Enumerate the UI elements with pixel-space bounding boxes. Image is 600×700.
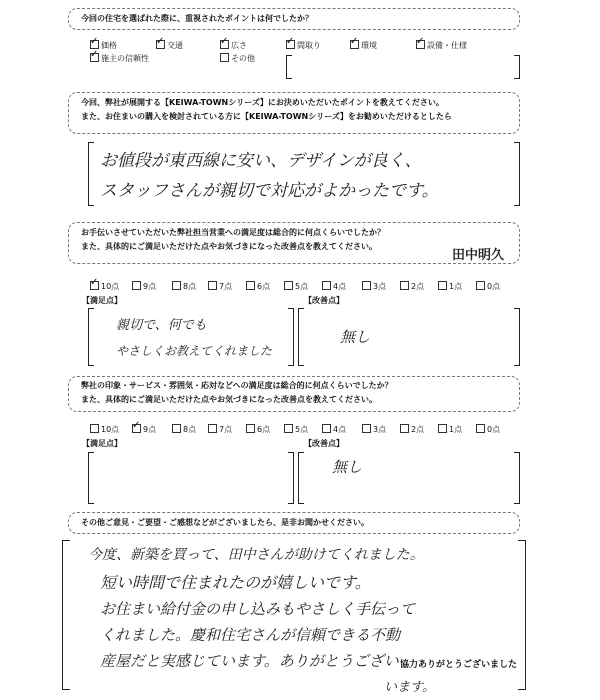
checkbox-icon[interactable] [322,281,331,290]
option-label: 広さ [231,41,247,50]
checkbox-icon[interactable] [476,424,485,433]
score-2点[interactable] [400,281,424,292]
option-label: 8点 [183,282,197,291]
option-label: 4点 [333,425,347,434]
printed-thanks: 協力ありがとうございました [400,660,518,670]
improve-points-label-3: 【改善点】 [304,296,344,305]
score-6点[interactable] [246,281,270,292]
checkbox-icon[interactable] [362,424,371,433]
score-9点[interactable] [132,281,156,292]
improve-4-bracket-left [298,452,304,504]
score-1点[interactable] [438,424,462,435]
score-10点[interactable] [90,281,119,292]
question-2-line-1: 今回、弊社が展開する【KEIWA-TOWNシリーズ】にお決めいただいたポイントを教えてください。 [81,98,444,107]
option-label: 0点 [487,425,501,434]
checkbox-icon[interactable] [322,424,331,433]
option-label: 7点 [219,425,233,434]
score-0点[interactable] [476,281,500,292]
checkbox-icon[interactable] [246,424,255,433]
checkbox-icon[interactable] [156,40,165,49]
answer-2-line-1: お値段が東西線に安い、デザインが良く、 [100,151,422,171]
option-6[interactable] [416,40,467,51]
option-label: 3点 [373,282,387,291]
score-1点[interactable] [438,281,462,292]
answer-5-line-4: くれました。慶和住宅さんが信頼できる不動 [100,626,401,644]
checkbox-icon[interactable] [438,424,447,433]
question-3-line-1: お手伝いさせていただいた弊社担当営業への満足度は総合的に何点くらいでしたか？ [81,228,385,237]
checkbox-icon[interactable] [132,281,141,290]
option-label: 5点 [295,282,309,291]
option-7[interactable] [90,53,149,64]
checkbox-icon[interactable] [172,281,181,290]
score-9点[interactable] [132,424,156,435]
checkbox-icon[interactable] [400,424,409,433]
option-label: 6点 [257,425,271,434]
option-label: 6点 [257,282,271,291]
score-7点[interactable] [208,424,232,435]
checkbox-icon[interactable] [438,281,447,290]
option-label: 7点 [219,282,233,291]
score-5点[interactable] [284,281,308,292]
answer-5-bracket-left [62,540,70,690]
question-3-line-2: また、具体的にご満足いただけた点やお気づきになった改善点を教えてください。 [81,242,377,251]
answer-2-line-2: スタッフさんが親切で対応がよかったです。 [100,181,439,201]
option-label: 2点 [411,282,425,291]
answer-5-line-3: お住まい給付金の申し込みもやさしく手伝って [100,600,416,618]
option-label: 2点 [411,425,425,434]
option-label: 9点 [143,282,157,291]
checkbox-icon[interactable] [286,40,295,49]
option-label: 5点 [295,425,309,434]
score-2点[interactable] [400,424,424,435]
good-4-bracket-right [288,452,294,504]
good-points-label-4: 【満足点】 [82,439,122,448]
answer-5-line-6: います。 [384,680,435,695]
answer-5-line-5: 産屋だと実感じています。ありがとうござい [100,652,399,670]
option-label: 10点 [101,282,120,291]
option-label: 8点 [183,425,197,434]
option-label: 1点 [449,425,463,434]
answer-2-bracket-left [88,142,94,206]
improve-4-text: 無し [332,458,363,476]
improve-4-bracket-right [514,452,520,504]
option-label: 1点 [449,282,463,291]
score-0点[interactable] [476,424,500,435]
option-label: 施主の信頼性 [101,54,149,63]
score-3点[interactable] [362,281,386,292]
option-3[interactable] [220,40,247,51]
question-box-4 [68,376,520,412]
question-5-text: その他ご意見・ご要望・ご感想などがございましたら、是非お聞かせください。 [81,518,369,527]
answer-5-line-1: 今度、新築を買って、田中さんが助けてくれました。 [88,547,424,563]
checkbox-icon[interactable] [90,40,99,49]
good-3-bracket-left [88,308,94,366]
checkbox-icon[interactable] [220,53,229,62]
other-bracket-left [286,55,292,79]
option-label: 9点 [143,425,157,434]
checkbox-icon[interactable] [362,281,371,290]
option-label: 4点 [333,282,347,291]
checkbox-icon[interactable] [172,424,181,433]
question-1-text: 今回の住宅を選ばれた際に、重視されたポイントは何でしたか？ [81,14,313,23]
checkbox-icon[interactable] [400,281,409,290]
other-bracket-right [514,55,520,79]
checkbox-icon[interactable] [476,281,485,290]
option-label: 10点 [101,425,120,434]
checkbox-icon[interactable] [90,424,99,433]
option-label: 0点 [487,282,501,291]
improve-3-text: 無し [340,328,371,346]
option-4[interactable] [286,40,321,51]
checkbox-icon[interactable] [416,40,425,49]
answer-2-bracket-right [514,142,520,206]
question-2-line-2: また、お住まいの購入を検討されている方に【KEIWA-TOWNシリーズ】をお勧めいただけるとしたら [81,112,452,121]
good-3-bracket-right [288,308,294,366]
checkbox-icon[interactable] [220,40,229,49]
score-6点[interactable] [246,424,270,435]
good-3-line-1: 親切で、何でも [116,318,207,333]
option-2[interactable] [156,40,183,51]
score-5点[interactable] [284,424,308,435]
question-4-line-1: 弊社の印象・サービス・雰囲気・応対などへの満足度は総合的に何点くらいでしたか？ [81,381,393,390]
checkbox-icon[interactable] [208,281,217,290]
option-8[interactable] [220,53,255,64]
score-8点[interactable] [172,281,196,292]
checkbox-icon[interactable] [284,424,293,433]
checkbox-icon[interactable] [246,281,255,290]
score-7点[interactable] [208,281,232,292]
checkbox-icon[interactable] [90,281,99,290]
option-5[interactable] [350,40,377,51]
question-4-line-2: また、具体的にご満足いただけた点やお気づきになった改善点を教えてください。 [81,395,377,404]
good-points-label-3: 【満足点】 [82,296,122,305]
improve-3-bracket-left [298,308,304,366]
question-box-1 [68,8,520,30]
improve-3-bracket-right [514,308,520,366]
staff-name-signature: 田中明久 [452,248,505,263]
option-label: 交通 [167,41,183,50]
option-label: その他 [231,54,255,63]
good-4-bracket-left [88,452,94,504]
option-label: 価格 [101,41,117,50]
checkbox-icon[interactable] [132,424,141,433]
option-label: 環境 [361,41,377,50]
checkbox-icon[interactable] [90,53,99,62]
checkbox-icon[interactable] [350,40,359,49]
good-3-line-2: やさしくお教えてくれました [116,344,273,358]
improve-points-label-4: 【改善点】 [304,439,344,448]
checkbox-icon[interactable] [284,281,293,290]
score-4点[interactable] [322,424,346,435]
score-10点[interactable] [90,424,119,435]
option-label: 間取り [297,41,321,50]
checkbox-icon[interactable] [208,424,217,433]
score-4点[interactable] [322,281,346,292]
answer-5-bracket-right [518,540,526,690]
question-box-2 [68,92,520,134]
option-label: 3点 [373,425,387,434]
question-box-5 [68,512,520,534]
score-3点[interactable] [362,424,386,435]
answer-5-line-2: 短い時間で住まれたのが嬉しいです。 [100,573,371,592]
option-label: 設備・仕様 [427,41,467,50]
score-8点[interactable] [172,424,196,435]
